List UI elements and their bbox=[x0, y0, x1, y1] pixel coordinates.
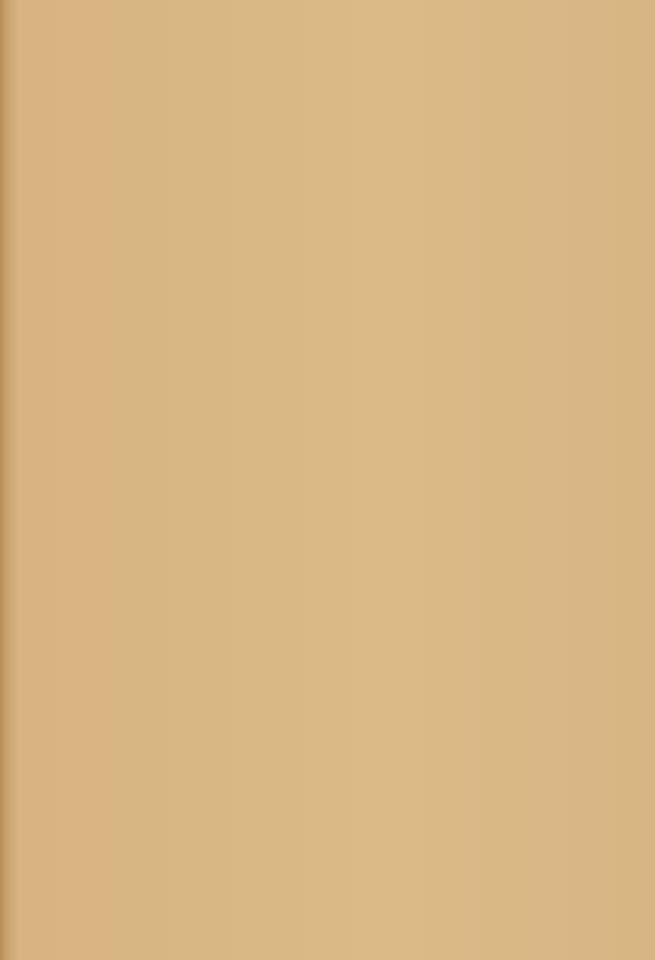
census-table bbox=[92, 105, 607, 910]
